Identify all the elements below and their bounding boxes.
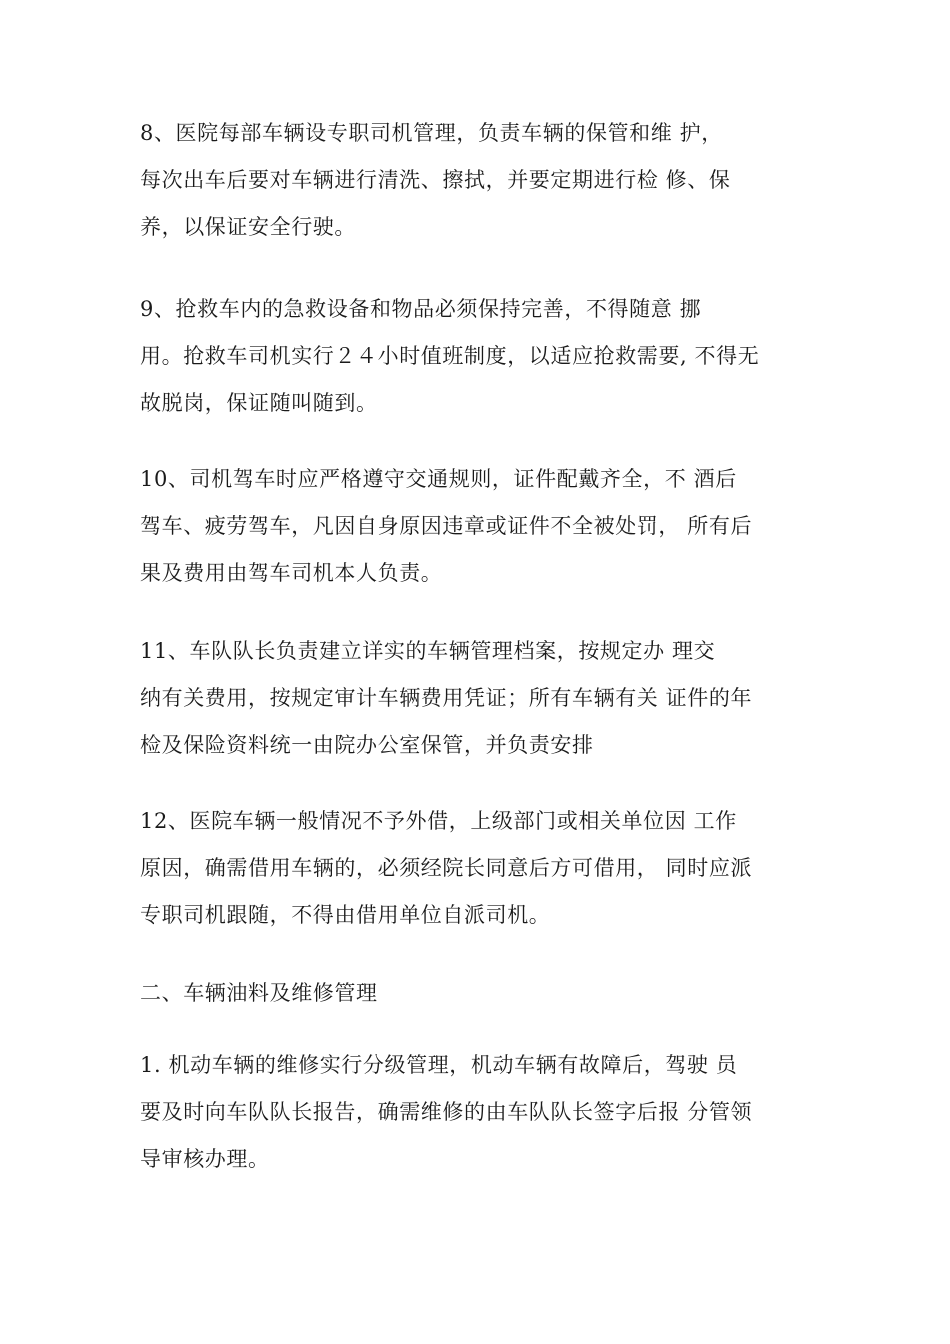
paragraph-line: 养，以保证安全行驶。 [140,215,356,239]
paragraph-line: 驾车、疲劳驾车，凡因自身原因违章或证件不全被处罚， 所有后 [140,514,753,538]
paragraph-line: 12、医院车辆一般情况不予外借，上级部门或相关单位因 工作 [140,809,737,833]
paragraph-line: 9、抢救车内的急救设备和物品必须保持完善，不得随意 挪 [140,297,702,321]
paragraph-line: 要及时向车队队长报告，确需维修的由车队队长签字后报 分管领 [140,1100,753,1124]
paragraph-line: 8、医院每部车辆设专职司机管理，负责车辆的保管和维 护， [140,121,723,145]
paragraph-line: 检及保险资料统一由院办公室保管，并负责安排 [140,733,594,757]
paragraph-line: 11、车队队长负责建立详实的车辆管理档案，按规定办 理交 [140,639,716,663]
paragraph-11 [140,628,820,769]
paragraph-10 [140,456,820,597]
paragraph-line: 果及费用由驾车司机本人负责。 [140,561,443,585]
paragraph-line: 1. 机动车辆的维修实行分级管理，机动车辆有故障后，驾驶 员 [140,1053,738,1077]
paragraph-maintenance-1 [140,1042,820,1183]
paragraph-12 [140,798,820,939]
paragraph-9 [140,286,820,427]
paragraph-line: 专职司机跟随，不得由借用单位自派司机。 [140,903,551,927]
paragraph-line: 用。抢救车司机实行２４小时值班制度，以适应抢救需要, 不得无 [140,344,760,368]
paragraph-line: 10、司机驾车时应严格遵守交通规则，证件配戴齐全，不 酒后 [140,467,737,491]
paragraph-line: 纳有关费用，按规定审计车辆费用凭证；所有车辆有关 证件的年 [140,686,753,710]
paragraph-8 [140,110,820,251]
section-heading: 二、车辆油料及维修管理 [140,981,378,1005]
paragraph-line: 导审核办理。 [140,1147,270,1171]
paragraph-line: 故脱岗，保证随叫随到。 [140,391,378,415]
paragraph-line: 原因，确需借用车辆的，必须经院长同意后方可借用， 同时应派 [140,856,753,880]
paragraph-line: 每次出车后要对车辆进行清洗、擦拭，并要定期进行检 修、保 [140,168,731,192]
